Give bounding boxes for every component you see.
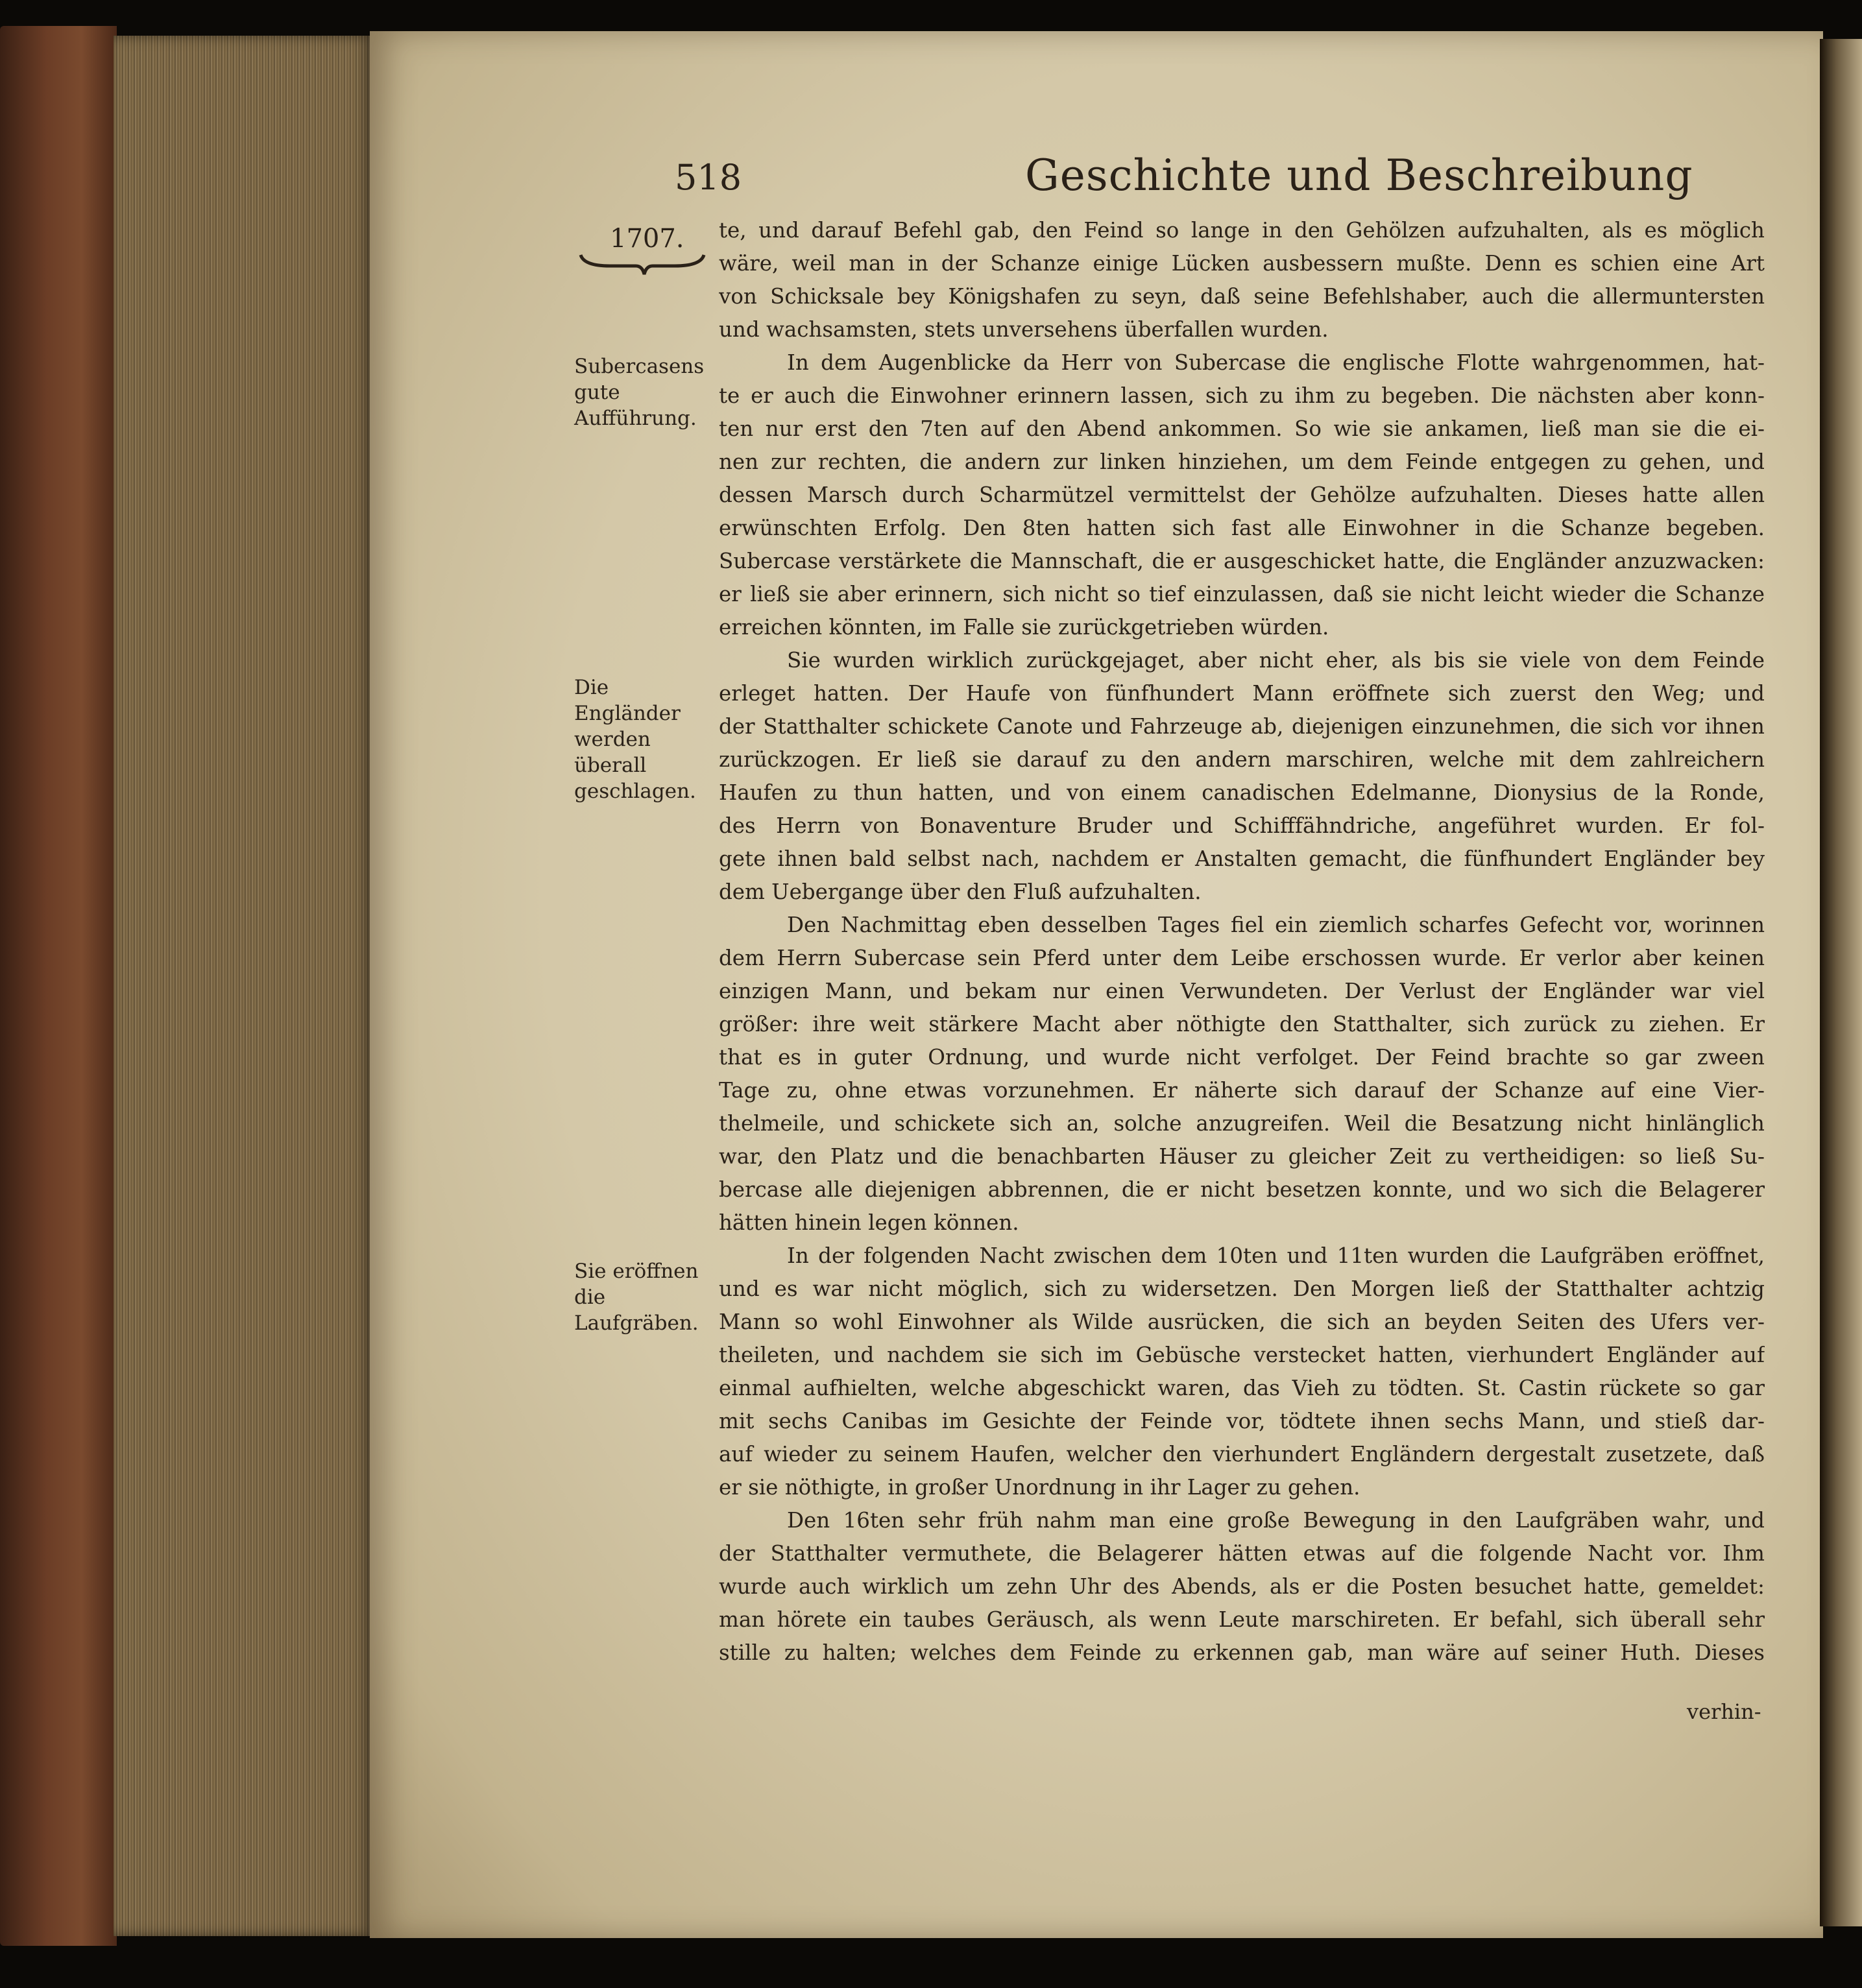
text-line: einmal aufhielten, welche abgeschickt waren, das Vieh zu tödten. St. Castin rückete so gar: [719, 1376, 1765, 1400]
text-line: dem Herrn Subercase sein Pferd unter dem Leibe erschossen wurde. Er verlor aber keinen: [719, 946, 1765, 970]
margin-note: Die Engländer werden überall geschlagen.: [574, 676, 696, 803]
text-line: auf wieder zu seinem Haufen, welcher den vierhundert Engländern dergestalt zusetzete, daß: [719, 1442, 1765, 1467]
text-line: der Statthalter schickete Canote und Fahrzeuge ab, diejenigen einzunehmen, die sich vor ihnen: [719, 714, 1765, 739]
text-line: wäre, weil man in der Schanze einige Lücken ausbessern mußte. Denn es schien eine Art: [719, 251, 1765, 276]
text-line: ten nur erst den 7ten auf den Abend ankommen. So wie sie ankamen, ließ man sie die ei-: [719, 416, 1765, 441]
text-line: erwünschten Erfolg. Den 8ten hatten sich fast alle Einwohner in die Schanze begeben.: [719, 516, 1765, 540]
text-line: mit sechs Canibas im Gesichte der Feinde vor, tödtete ihnen sechs Mann, und stieß dar-: [719, 1409, 1765, 1433]
text-line: und wachsamsten, stets unversehens überfallen wurden.: [719, 317, 1329, 342]
text-line: war, den Platz und die benachbarten Häuser zu gleicher Zeit zu vertheidigen: so ließ Su-: [719, 1144, 1765, 1169]
body-text: [719, 214, 1765, 1670]
text-line: that es in guter Ordnung, und wurde nicht verfolget. Der Feind brachte so gar zween: [719, 1045, 1765, 1070]
text-line: man hörete ein taubes Geräusch, als wenn Leute marschireten. Er befahl, sich überall sehr: [719, 1607, 1765, 1632]
text-line: hätten hinein legen können.: [719, 1210, 1019, 1235]
text-line: und es war nicht möglich, sich zu widersetzen. Den Morgen ließ der Statthalter achtzig: [719, 1276, 1765, 1301]
text-line: erreichen könnten, im Falle sie zurückgetrieben würden.: [719, 615, 1329, 640]
text-line: wurde auch wirklich um zehn Uhr des Abends, als er die Posten besuchet hatte, gemeldet:: [719, 1574, 1765, 1599]
margin-note: Subercasens gute Aufführung.: [574, 355, 705, 430]
catchword: verhin-: [1687, 1699, 1761, 1724]
facing-page-edge: [1820, 39, 1862, 1926]
book-cover-edge: [0, 26, 117, 1946]
text-line: Sie wurden wirklich zurückgejaget, aber nicht eher, als bis sie viele von dem Feinde: [787, 648, 1765, 673]
text-line: der Statthalter vermuthete, die Belagerer hätten etwas auf die folgende Nacht vor. Ihm: [719, 1541, 1765, 1566]
text-line: stille zu halten; welches dem Feinde zu erkennen gab, man wäre auf seiner Huth. Dieses: [719, 1640, 1765, 1665]
brace-ornament: [577, 252, 707, 278]
margin-year: 1707.: [610, 224, 684, 254]
text-line: Haufen zu thun hatten, und von einem canadischen Edelmanne, Dionysius de la Ronde,: [719, 780, 1765, 805]
text-line: te er auch die Einwohner erinnern lassen, sich zu ihm zu begeben. Die nächsten aber konn-: [719, 383, 1765, 408]
text-line: te, und darauf Befehl gab, den Feind so lange in den Gehölzen aufzuhalten, als es möglich: [719, 218, 1765, 243]
text-line: In der folgenden Nacht zwischen dem 10ten und 11ten wurden die Laufgräben eröffnet,: [787, 1243, 1765, 1268]
text-line: des Herrn von Bonaventure Bruder und Schifffähndriche, angeführet wurden. Er fol-: [719, 813, 1765, 838]
text-line: er sie nöthigte, in großer Unordnung in ihr Lager zu gehen.: [719, 1475, 1360, 1500]
page-number: 518: [675, 157, 742, 198]
text-line: größer: ihre weit stärkere Macht aber nöthigte den Statthalter, sich zurück zu ziehen. Er: [719, 1012, 1765, 1036]
text-line: theileten, und nachdem sie sich im Gebüsche verstecket hatten, vierhundert Engländer auf: [719, 1343, 1765, 1367]
text-line: thelmeile, und schickete sich an, solche anzugreifen. Weil die Besatzung nicht hinlänglich: [719, 1111, 1765, 1136]
text-line: dessen Marsch durch Scharmützel vermittelst der Gehölze aufzuhalten. Dieses hatte allen: [719, 483, 1765, 507]
text-line: erleget hatten. Der Haufe von fünfhundert Mann eröffnete sich zuerst den Weg; und: [719, 681, 1765, 706]
text-line: dem Uebergange über den Fluß aufzuhalten.: [719, 880, 1202, 904]
text-line: Tage zu, ohne etwas vorzunehmen. Er näherte sich darauf der Schanze auf eine Vier-: [719, 1078, 1765, 1103]
text-line: Den Nachmittag eben desselben Tages fiel ein ziemlich scharfes Gefecht vor, worinnen: [787, 913, 1765, 937]
text-line: einzigen Mann, und bekam nur einen Verwundeten. Der Verlust der Engländer war viel: [719, 979, 1765, 1003]
text-line: Subercase verstärkete die Mannschaft, die er ausgeschicket hatte, die Engländer anzuzwacken:: [719, 549, 1765, 573]
text-line: von Schicksale bey Königshafen zu seyn, daß seine Befehlshaber, auch die allermuntersten: [719, 284, 1765, 309]
text-line: gete ihnen bald selbst nach, nachdem er Anstalten gemacht, die fünfhundert Engländer bey: [719, 846, 1765, 871]
margin-note: Sie eröffnen die Laufgräben.: [574, 1260, 699, 1335]
text-line: nen zur rechten, die andern zur linken hinziehen, um dem Feinde entgegen zu gehen, und: [719, 449, 1765, 474]
running-title: Geschichte und Beschreibung: [1025, 150, 1693, 200]
text-line: Den 16ten sehr früh nahm man eine große Bewegung in den Laufgräben wahr, und: [787, 1508, 1765, 1533]
text-line: er ließ sie aber erinnern, sich nicht so tief einzulassen, daß sie nicht leicht wieder die Schanze: [719, 582, 1765, 606]
text-line: zurückzogen. Er ließ sie darauf zu den andern marschiren, welche mit dem zahlreichern: [719, 747, 1765, 772]
text-line: bercase alle diejenigen abbrennen, die er nicht besetzen konnte, und wo sich die Belagerer: [719, 1177, 1765, 1202]
text-line: In dem Augenblicke da Herr von Subercase die englische Flotte wahrgenommen, hat-: [787, 350, 1765, 375]
page-stack-edge: [114, 36, 373, 1936]
text-line: Mann so wohl Einwohner als Wilde ausrücken, die sich an beyden Seiten des Ufers ver-: [719, 1310, 1765, 1334]
